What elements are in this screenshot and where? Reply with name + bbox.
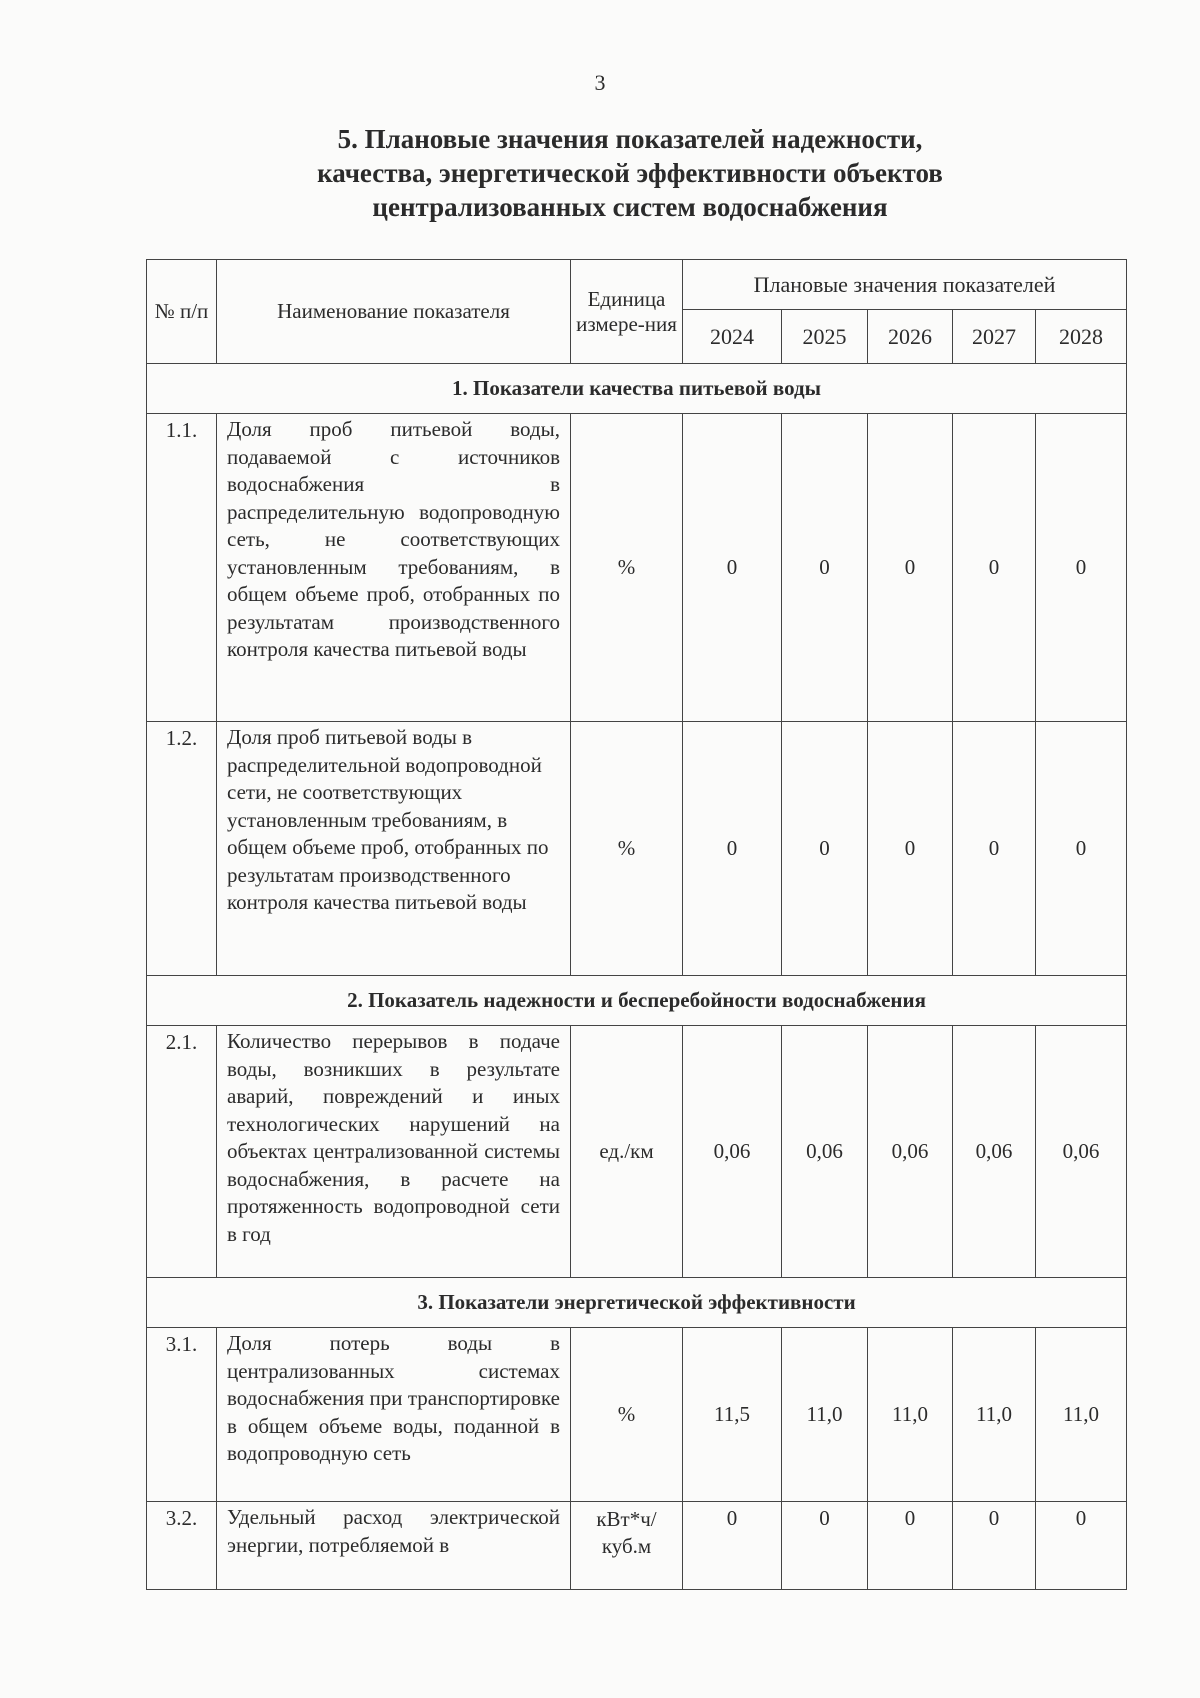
row-value: 0 — [683, 1502, 782, 1590]
row-value: 0 — [683, 722, 782, 976]
row-value: 0,06 — [953, 1026, 1036, 1278]
row-num: 1.2. — [147, 722, 217, 976]
section-title: 1. Показатели качества питьевой воды — [147, 364, 1127, 414]
title-line-1: 5. Плановые значения показателей надежности, — [337, 124, 923, 154]
document-title — [200, 122, 1060, 224]
row-value: 0 — [782, 414, 868, 722]
row-value: 0,06 — [1036, 1026, 1127, 1278]
row-num: 3.1. — [147, 1328, 217, 1502]
row-value: 0 — [868, 722, 953, 976]
row-value: 0 — [953, 414, 1036, 722]
row-num: 3.2. — [147, 1502, 217, 1590]
row-unit: ед./км — [571, 1026, 683, 1278]
title-line-2: качества, энергетической эффективности объектов — [317, 158, 943, 188]
row-value: 0 — [782, 722, 868, 976]
header-year-2025: 2025 — [782, 310, 868, 364]
row-name: Доля потерь воды в централизованных системах водоснабжения при транспортировке в общем объеме воды, поданной в водопроводную сеть — [217, 1328, 571, 1502]
header-year-2024: 2024 — [683, 310, 782, 364]
table-row — [147, 722, 1127, 976]
table-row — [147, 1026, 1127, 1278]
section-title: 2. Показатель надежности и бесперебойности водоснабжения — [147, 976, 1127, 1026]
header-unit: Единица измере-ния — [571, 260, 683, 364]
header-year-2027: 2027 — [953, 310, 1036, 364]
page-number: 3 — [594, 70, 606, 95]
row-name: Доля проб питьевой воды, подаваемой с источников водоснабжения в распределительную водопроводную сеть, не соответствующих установленным требованиям, в общем объеме проб, отобранных по результатам производственного контроля качества питьевой воды — [217, 414, 571, 722]
row-num: 2.1. — [147, 1026, 217, 1278]
row-name: Удельный расход электрической энергии, потребляемой в — [217, 1502, 571, 1590]
section-title: 3. Показатели энергетической эффективности — [147, 1278, 1127, 1328]
header-name: Наименование показателя — [217, 260, 571, 364]
title-line-3: централизованных систем водоснабжения — [372, 192, 888, 222]
row-unit: % — [571, 1328, 683, 1502]
row-unit: кВт*ч/ куб.м — [571, 1502, 683, 1590]
row-value: 11,0 — [782, 1328, 868, 1502]
row-value: 0 — [953, 722, 1036, 976]
row-value: 0 — [1036, 1502, 1127, 1590]
row-unit: % — [571, 722, 683, 976]
table-row — [147, 1502, 1127, 1590]
row-value: 0 — [683, 414, 782, 722]
row-value: 11,0 — [1036, 1328, 1127, 1502]
header-num: № п/п — [147, 260, 217, 364]
row-value: 0,06 — [683, 1026, 782, 1278]
table-row — [147, 1328, 1127, 1502]
row-num: 1.1. — [147, 414, 217, 722]
row-value: 0 — [868, 414, 953, 722]
row-unit: % — [571, 414, 683, 722]
row-name: Доля проб питьевой воды в распределительной водопроводной сети, не соответствующих установленным требованиям, в общем объеме проб, отобранных по результатам производственного контроля качества питьевой воды — [217, 722, 571, 976]
row-value: 0 — [782, 1502, 868, 1590]
row-value: 0 — [1036, 722, 1127, 976]
header-plan: Плановые значения показателей — [683, 260, 1127, 310]
table-row — [147, 414, 1127, 722]
row-value: 11,0 — [868, 1328, 953, 1502]
header-year-2028: 2028 — [1036, 310, 1127, 364]
row-value: 11,0 — [953, 1328, 1036, 1502]
header-year-2026: 2026 — [868, 310, 953, 364]
row-value: 0,06 — [868, 1026, 953, 1278]
row-value: 11,5 — [683, 1328, 782, 1502]
indicators-table — [146, 259, 1127, 1590]
row-value: 0 — [1036, 414, 1127, 722]
row-value: 0,06 — [782, 1026, 868, 1278]
row-value: 0 — [868, 1502, 953, 1590]
row-value: 0 — [953, 1502, 1036, 1590]
row-name: Количество перерывов в подаче воды, возникших в результате аварий, повреждений и иных технологических нарушений на объектах централизованной системы водоснабжения, в расчете на протяженность водопроводной сети в год — [217, 1026, 571, 1278]
